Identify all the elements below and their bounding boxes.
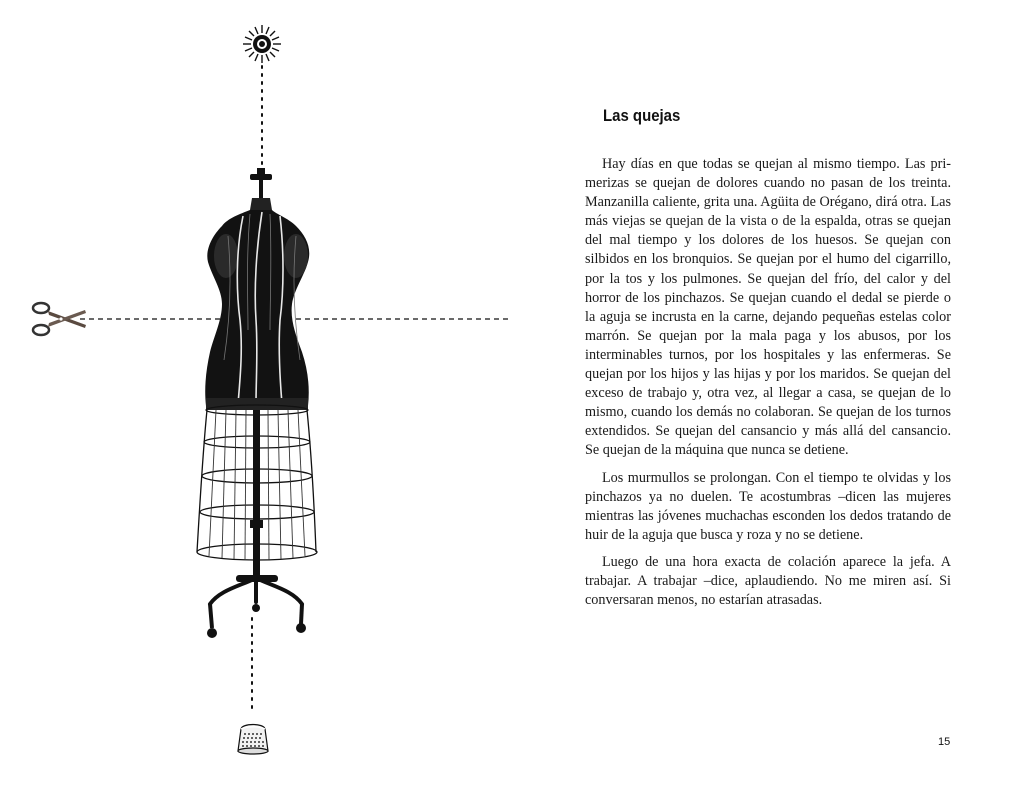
sun-icon <box>243 25 281 63</box>
thimble-icon <box>238 725 268 755</box>
paragraph: Luego de una hora exacta de colación aparece la jefa. A trabajar. A trabajar –dice, aplaudiendo. No me miren así. Si conversaran menos, no estarían atrasadas. <box>585 553 951 609</box>
paragraph: Hay días en que todas se quejan al mismo tiempo. Las primerizas se quejan de dolores cuando no pasan de los treinta. Manzanilla caliente, grita una. Agüita de Orégano, dirá otra. Las más viejas se quejan de la vista o de la espalda, otras se quejan del mal tiempo y los dolores de los huesos. Se quejan con silbidos en los bronquios. Se quejan por el humo del cigarrillo, por la tos y los pulmones. Se quejan del frío, del calor y del horror de los pinchazos. Se quejan cuando el dedal se pierde o la aguja se incrusta en la carne, dejando pequeñas estelas color marrón. Se quejan por la mala paga y los abusos, por los interminables turnos, por los hospitales y las enfermeras. Se quejan por los hijos y las hijas y por los maridos. Se quejan del exceso de trabajo y, otra vez, al llegar a casa, se quejan de lo mismo, cuando los demás no colaboran. Se quejan de los turnos extendidos. Se quejan del cansancio y más allá del cansancio. Se quejan de la máquina que nunca se detiene. <box>585 156 951 459</box>
chapter-title: Las quejas <box>603 106 681 125</box>
dress-form-icon <box>197 168 317 638</box>
paragraph: Los murmullos se prolongan. Con el tiempo te olvidas y los pinchazos ya no duelen. Te acostumbras –dicen las mujeres mientras las jóvenes muchachas esconden los dedos tratando de huir de la aguja que busca y roza y no se detiene. <box>585 469 951 543</box>
page-number: 15 <box>938 736 951 748</box>
body-text <box>585 155 951 618</box>
scissors-icon <box>33 303 86 335</box>
